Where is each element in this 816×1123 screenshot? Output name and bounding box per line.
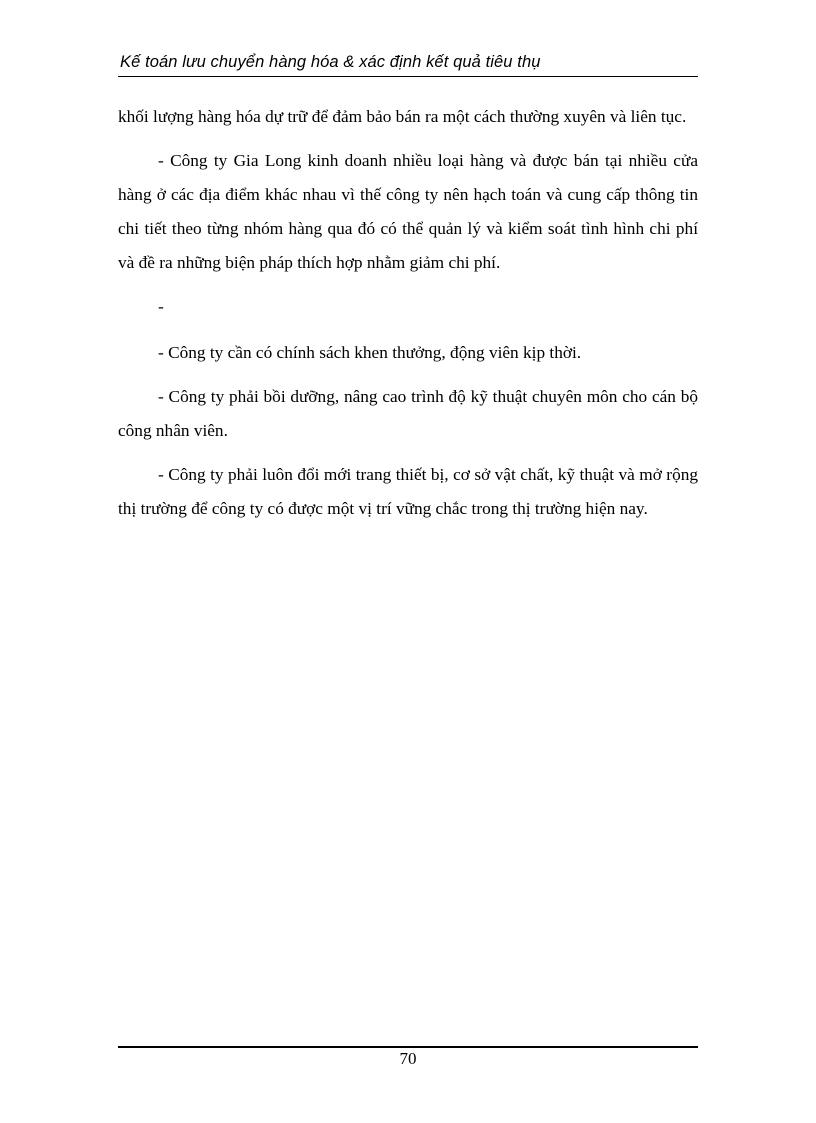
page-number: 70	[399, 1049, 417, 1068]
paragraph-product-groups: - Công ty Gia Long kinh doanh nhiều loại hàng và được bán tại nhiều cửa hàng ở các địa điểm khác nhau vì thế công ty nên hạch toán và cung cấp thông tin chi tiết theo từng nhóm hàng qua đó có thể quản lý và kiểm soát tình hình chi phí và đề ra những biện pháp thích hợp nhằm giảm chi phí.	[118, 151, 698, 272]
paragraph-continuation: khối lượng hàng hóa dự trữ để đảm bảo bán ra một cách thường xuyên và liên tục.	[118, 107, 687, 126]
paragraph-staff-training: - Công ty phải bồi dưỡng, nâng cao trình độ kỹ thuật chuyên môn cho cán bộ công nhân viên.	[118, 387, 698, 440]
paragraph-empty-dash: -	[158, 297, 164, 316]
body-text	[118, 100, 698, 536]
paragraph-market-expansion: - Công ty phải luôn đổi mới trang thiết bị, cơ sở vật chất, kỹ thuật và mở rộng thị trường để công ty có được một vị trí vững chắc trong thị trường hiện nay.	[118, 465, 698, 518]
header-title: Kế toán lưu chuyển hàng hóa & xác định kết quả tiêu thụ	[120, 53, 541, 71]
page-header	[118, 50, 698, 77]
paragraph-rewards-policy: - Công ty cần có chính sách khen thưởng, động viên kịp thời.	[158, 343, 582, 362]
footer-divider	[118, 1046, 698, 1048]
